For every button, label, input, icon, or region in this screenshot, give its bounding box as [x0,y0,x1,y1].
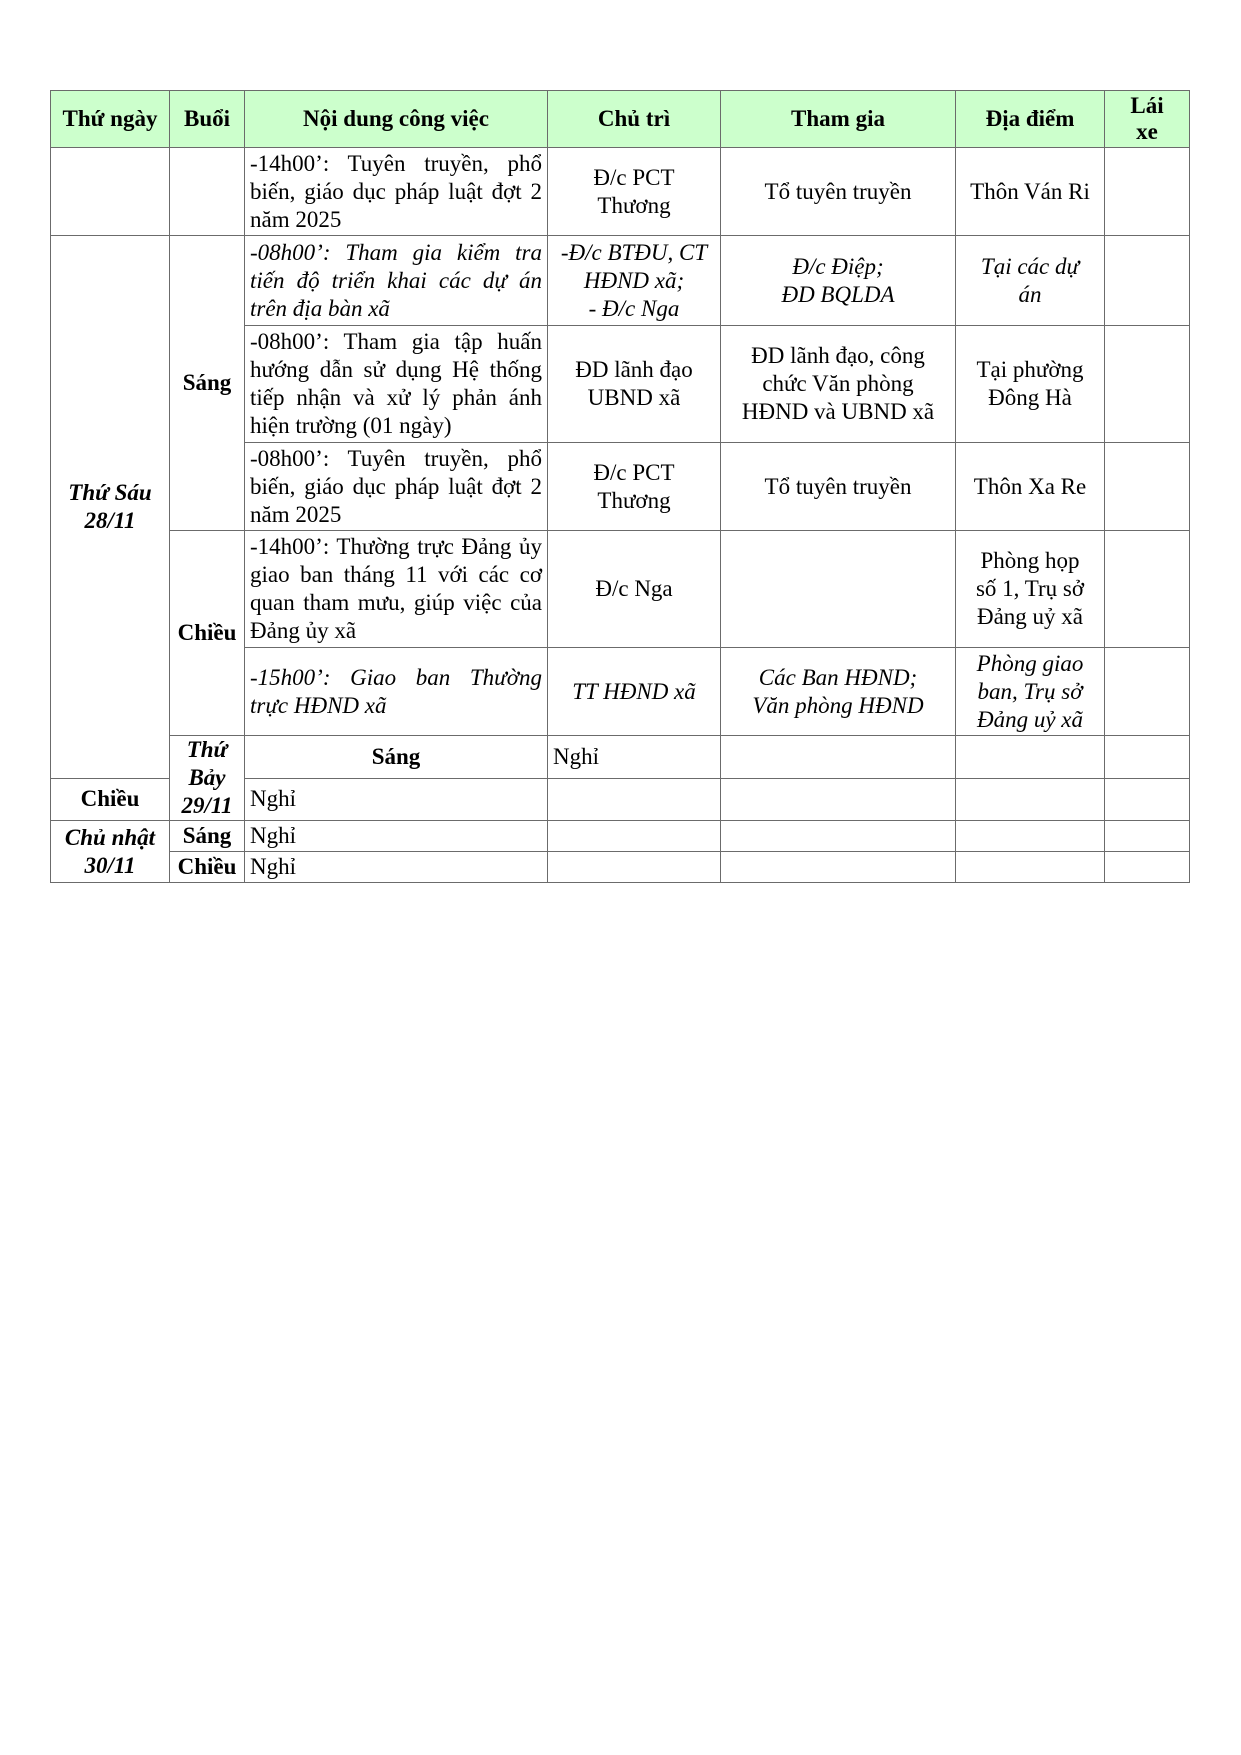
table-row [51,736,1190,779]
session-afternoon: Chiều [170,852,245,883]
location-line: ban, Trụ sở [977,678,1083,704]
driver-cell [1105,443,1190,531]
session-afternoon: Chiều [51,778,170,821]
header-session: Buổi [170,91,245,148]
session-afternoon: Chiều [170,531,245,736]
location-cell [956,852,1105,883]
content-cell: Nghỉ [548,736,721,779]
table-row [51,821,1190,852]
session-morning: Sáng [245,736,548,779]
location-cell [1105,736,1190,779]
location-cell [956,236,1105,326]
participants-line: ĐD lãnh đạo, công [751,343,925,368]
driver-cell [1105,148,1190,236]
driver-cell [1105,648,1190,736]
header-driver [1105,91,1190,148]
chair-cell [548,778,721,821]
location-cell [956,648,1105,736]
header-participants: Tham gia [721,91,956,148]
chair-line: HĐND xã; [583,267,685,293]
chair-line: ĐD lãnh đạo [575,357,693,382]
chair-line: Thương [597,192,671,218]
content-cell: -14h00’: Thường trực Đảng ủy giao ban tháng 11 với các cơ quan tham mưu, giúp việc của Đảng ủy xã [245,531,548,648]
driver-cell [1105,236,1190,326]
location-cell [956,778,1105,821]
participants-line: chức Văn phòng [762,371,914,396]
participants-line: HĐND và UBND xã [741,399,935,424]
chair-cell [548,326,721,443]
day-name: Thứ Bảy [186,737,228,790]
content-cell: -15h00’: Giao ban Thường trực HĐND xã [245,648,548,736]
day-friday [51,236,170,779]
location-cell [956,326,1105,443]
participants-cell [721,236,956,326]
location-cell [956,821,1105,852]
location-line: Đảng uỷ xã [976,706,1084,732]
participants-line: Văn phòng HĐND [752,692,924,718]
driver-cell [1105,778,1190,821]
driver-cell [1105,531,1190,648]
participants-cell [956,736,1105,779]
participants-cell: Tổ tuyên truyền [721,148,956,236]
participants-cell [721,821,956,852]
chair-cell: TT HĐND xã [548,648,721,736]
table-row [51,236,1190,326]
chair-cell [548,852,721,883]
day-sunday [51,821,170,883]
location-cell: Thôn Xa Re [956,443,1105,531]
table-header [51,91,1190,148]
table-row [51,852,1190,883]
day-date: 29/11 [181,793,233,818]
header-driver-l2: xe [1136,119,1158,144]
chair-line: Đ/c PCT [593,459,675,485]
location-line: Tại các dự [980,253,1080,279]
location-cell: Thôn Ván Ri [956,148,1105,236]
location-cell [956,531,1105,648]
location-line: Đảng uỷ xã [976,604,1084,629]
location-line: số 1, Trụ sở [975,576,1085,601]
header-day: Thứ ngày [51,91,170,148]
content-cell: -08h00’: Tuyên truyền, phổ biến, giáo dục pháp luật đợt 2 năm 2025 [245,443,548,531]
session-morning: Sáng [170,821,245,852]
header-driver-l1: Lái [1130,93,1164,118]
participants-cell [721,778,956,821]
chair-cell [548,236,721,326]
content-cell: -08h00’: Tham gia tập huấn hướng dẫn sử dụng Hệ thống tiếp nhận và xử lý phản ánh hiện trường (01 ngày) [245,326,548,443]
day-date: 30/11 [84,852,136,878]
chair-line: Thương [597,487,671,513]
driver-cell [1105,821,1190,852]
session-morning: Sáng [170,236,245,531]
participants-line: Các Ban HĐND; [758,664,918,690]
participants-cell: Tổ tuyên truyền [721,443,956,531]
driver-cell [1105,326,1190,443]
location-line: Đông Hà [988,385,1072,410]
session-cell [170,148,245,236]
table-row [51,148,1190,236]
chair-cell [548,148,721,236]
location-line: Tại phường [976,357,1084,382]
participants-line: Đ/c Điệp; [792,253,884,279]
table-row [51,531,1190,648]
chair-cell [548,443,721,531]
chair-cell: Đ/c Nga [548,531,721,648]
header-chair: Chủ trì [548,91,721,148]
header-location: Địa điểm [956,91,1105,148]
chair-cell [548,821,721,852]
chair-line: - Đ/c Nga [588,295,680,321]
chair-cell [721,736,956,779]
participants-cell [721,531,956,648]
content-cell: Nghỉ [245,778,548,821]
content-cell: Nghỉ [245,852,548,883]
participants-line: ĐD BQLDA [781,281,895,307]
driver-cell [1105,852,1190,883]
participants-cell [721,326,956,443]
participants-cell [721,648,956,736]
content-cell: -08h00’: Tham gia kiểm tra tiến độ triển khai các dự án trên địa bàn xã [245,236,548,326]
day-name: Chủ nhật [64,824,156,850]
header-content: Nội dung công việc [245,91,548,148]
content-cell: Nghỉ [245,821,548,852]
chair-line: Đ/c PCT [593,164,675,190]
day-date: 28/11 [84,507,136,533]
location-line: án [1018,281,1042,307]
day-cell [51,148,170,236]
chair-line: -Đ/c BTĐU, CT [560,239,708,265]
participants-cell [721,852,956,883]
day-name: Thứ Sáu [68,479,152,505]
location-line: Phòng họp [980,548,1080,573]
chair-line: UBND xã [587,385,681,410]
location-line: Phòng giao [976,650,1084,676]
content-cell: -14h00’: Tuyên truyền, phổ biến, giáo dục pháp luật đợt 2 năm 2025 [245,148,548,236]
day-saturday [170,736,245,821]
work-schedule-table [50,90,1190,883]
